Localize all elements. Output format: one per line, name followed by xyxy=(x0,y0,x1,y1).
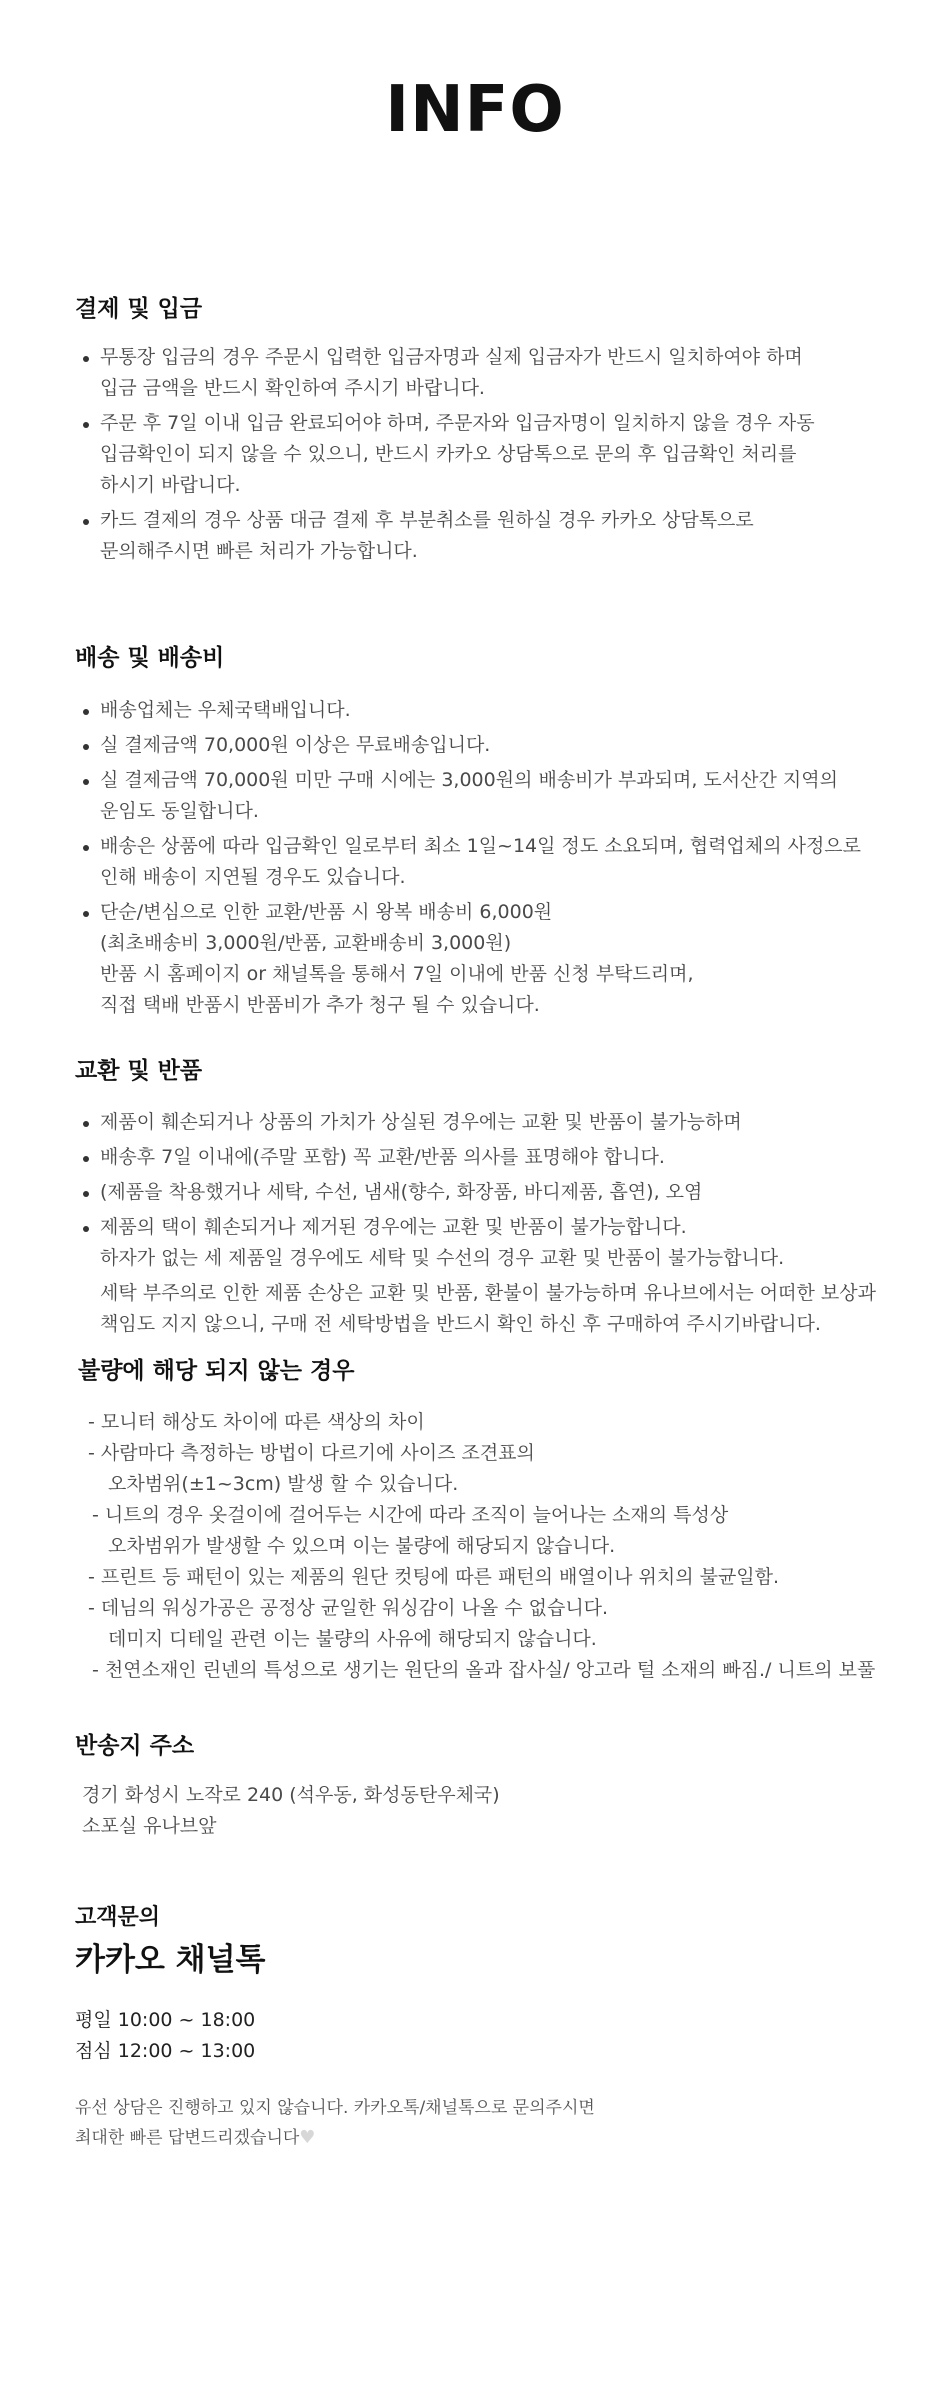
list-item: 배송은 상품에 따라 입금확인 일로부터 최소 1일~14일 정도 소요되며, 협력업체의 사정으로 인해 배송이 지연될 경우도 있습니다. xyxy=(78,831,861,893)
shipping-heading: 배송 및 배송비 xyxy=(75,645,225,671)
business-hours: 평일 10:00 ~ 18:00 점심 12:00 ~ 13:00 xyxy=(75,2009,256,2062)
list-item: (제품을 착용했거나 세탁, 수선, 냄새(향수, 화장품, 바디제품, 흡연), 오염 xyxy=(78,1177,876,1208)
list-item: - 프린트 등 패턴이 있는 제품의 원단 컷팅에 따른 패턴의 배열이나 위치의 불균일함. xyxy=(88,1566,780,1588)
exchange-heading: 교환 및 반품 xyxy=(75,1058,203,1084)
list-item: - 천연소재인 린넨의 특성으로 생기는 원단의 올과 잡사실/ 앙고라 털 소재의 빠짐./ 니트의 보풀 xyxy=(92,1659,876,1681)
list-item: 데미지 디테일 관련 이는 불량의 사유에 해당되지 않습니다. xyxy=(108,1628,597,1650)
return-address-heading: 반송지 주소 xyxy=(75,1733,195,1759)
list-item: 배송업체는 우체국택배입니다. xyxy=(78,695,861,726)
list-item: 실 결제금액 70,000원 이상은 무료배송입니다. xyxy=(78,730,861,761)
defect-heading: 불량에 해당 되지 않는 경우 xyxy=(78,1358,355,1384)
list-item: 제품의 택이 훼손되거나 제거된 경우에는 교환 및 반품이 불가능합니다. 하자가 없는 세 제품일 경우에도 세탁 및 수선의 경우 교환 및 반품이 불가능합니다. xyxy=(78,1212,876,1274)
list-item: 오차범위(±1~3cm) 발생 할 수 있습니다. xyxy=(108,1473,459,1495)
list-item: - 모니터 해상도 차이에 따른 색상의 차이 xyxy=(88,1411,425,1433)
list-item: - 니트의 경우 옷걸이에 걸어두는 시간에 따라 조직이 늘어나는 소재의 특성상 xyxy=(92,1504,729,1526)
defect-list xyxy=(88,1407,875,1686)
exchange-extra: 세탁 부주의로 인한 제품 손상은 교환 및 반품, 환불이 불가능하며 유나브에서는 어떠한 보상과 책임도 지지 않으니, 구매 전 세탁방법을 반드시 확인 하신 후 구매하여 주시기바랍니다. xyxy=(100,1282,876,1335)
list-item: 단순/변심으로 인한 교환/반품 시 왕복 배송비 6,000원 (최초배송비 3,000원/반품, 교환배송비 3,000원) 반품 시 홈페이지 or 채널톡을 통해서 7일 이내에 반품 신청 부탁드리며, 직접 택배 반품시 반품비가 추가 청구 될 수 있습니다. xyxy=(78,897,861,1021)
contact-channel: 카카오 채널톡 xyxy=(75,1942,266,1978)
payment-heading: 결제 및 입금 xyxy=(75,296,203,322)
payment-list xyxy=(78,342,815,571)
list-item: 주문 후 7일 이내 입금 완료되어야 하며, 주문자와 입금자명이 일치하지 않을 경우 자동 입금확인이 되지 않을 수 있으니, 반드시 카카오 상담톡으로 문의 후 입금확인 처리를 하시기 바랍니다. xyxy=(78,408,815,501)
return-address: 경기 화성시 노작로 240 (석우동, 화성동탄우체국) 소포실 유나브앞 xyxy=(82,1784,500,1837)
list-item: 카드 결제의 경우 상품 대금 결제 후 부분취소를 원하실 경우 카카오 상담톡으로 문의해주시면 빠른 처리가 가능합니다. xyxy=(78,505,815,567)
heart-icon: ♥ xyxy=(299,2127,316,2148)
shipping-list xyxy=(78,695,861,1025)
list-item: 무통장 입금의 경우 주문시 입력한 입금자명과 실제 입금자가 반드시 일치하여야 하며 입금 금액을 반드시 확인하여 주시기 바랍니다. xyxy=(78,342,815,404)
page-title: INFO xyxy=(385,73,565,147)
contact-note: 유선 상담은 진행하고 있지 않습니다. 카카오톡/채널톡으로 문의주시면 최대한 빠른 답변드리겠습니다♥ xyxy=(75,2094,595,2153)
list-item: 배송후 7일 이내에(주말 포함) 꼭 교환/반품 의사를 표명해야 합니다. xyxy=(78,1142,876,1173)
list-item: - 사람마다 측정하는 방법이 다르기에 사이즈 조견표의 xyxy=(88,1442,535,1464)
list-item: 제품이 훼손되거나 상품의 가치가 상실된 경우에는 교환 및 반품이 불가능하며 xyxy=(78,1107,876,1138)
exchange-list xyxy=(78,1107,876,1340)
contact-label: 고객문의 xyxy=(75,1905,161,1930)
list-item: 오차범위가 발생할 수 있으며 이는 불량에 해당되지 않습니다. xyxy=(108,1535,616,1557)
list-item: - 데님의 워싱가공은 공정상 균일한 워싱감이 나올 수 없습니다. xyxy=(88,1597,609,1619)
list-item: 실 결제금액 70,000원 미만 구매 시에는 3,000원의 배송비가 부과되며, 도서산간 지역의 운임도 동일합니다. xyxy=(78,765,861,827)
